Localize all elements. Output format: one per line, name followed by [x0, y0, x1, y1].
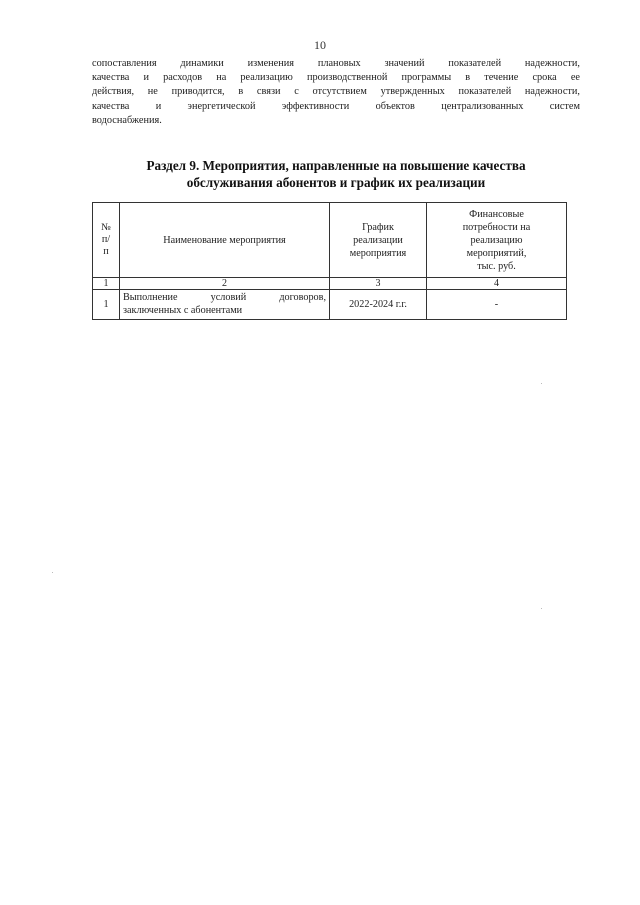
index-cell: 4	[427, 278, 567, 290]
header-finance-line: потребности на	[462, 221, 531, 233]
body-paragraph	[92, 57, 580, 128]
row-name-line: Выполнение условий договоров,	[123, 292, 326, 303]
header-schedule-line: График	[362, 221, 394, 233]
section-title	[92, 157, 580, 191]
header-num-line: п/	[101, 234, 111, 245]
row-finance: -	[427, 290, 567, 320]
header-finance-line: мероприятий,	[466, 247, 527, 259]
scan-speck	[52, 572, 53, 573]
paragraph-line: действия, не приводится, в связи с отсутствием утвержденных показателей надежности,	[92, 86, 580, 98]
header-schedule	[330, 203, 427, 278]
index-cell: 3	[330, 278, 427, 290]
header-finance	[427, 203, 567, 278]
paragraph-line: качества и расходов на реализацию производственной программы в течение срока ее	[92, 72, 580, 84]
measures-table	[92, 202, 567, 320]
row-schedule: 2022-2024 г.г.	[330, 290, 427, 320]
index-cell: 2	[120, 278, 330, 290]
page-number: 10	[314, 38, 326, 52]
paragraph-line: водоснабжения.	[92, 114, 162, 126]
header-finance-line: тыс. руб.	[477, 260, 516, 272]
row-num: 1	[93, 290, 120, 320]
section-title-line: обслуживания абонентов и график их реализации	[186, 175, 486, 190]
scan-speck	[541, 383, 542, 384]
header-finance-line: реализацию	[470, 234, 523, 246]
paragraph-line: сопоставления динамики изменения плановых значений показателей надежности,	[92, 58, 580, 69]
scan-speck	[541, 608, 542, 609]
header-num-line: №	[101, 222, 111, 233]
header-num-line: п	[103, 246, 109, 257]
header-finance-line: Финансовые	[469, 208, 524, 220]
section-title-line: Раздел 9. Мероприятия, направленные на повышение качества	[146, 158, 526, 173]
table-row	[93, 290, 567, 320]
header-name: Наименование мероприятия	[120, 203, 330, 278]
header-schedule-line: реализации	[353, 234, 403, 246]
header-schedule-line: мероприятия	[349, 247, 407, 259]
table-index-row	[93, 278, 567, 290]
paragraph-line: качества и энергетической эффективности объектов централизованных систем	[92, 100, 580, 112]
header-num	[93, 203, 120, 278]
row-name-line: заключенных с абонентами	[123, 304, 243, 316]
row-name	[120, 290, 330, 320]
index-cell: 1	[93, 278, 120, 290]
table-header-row	[93, 203, 567, 278]
